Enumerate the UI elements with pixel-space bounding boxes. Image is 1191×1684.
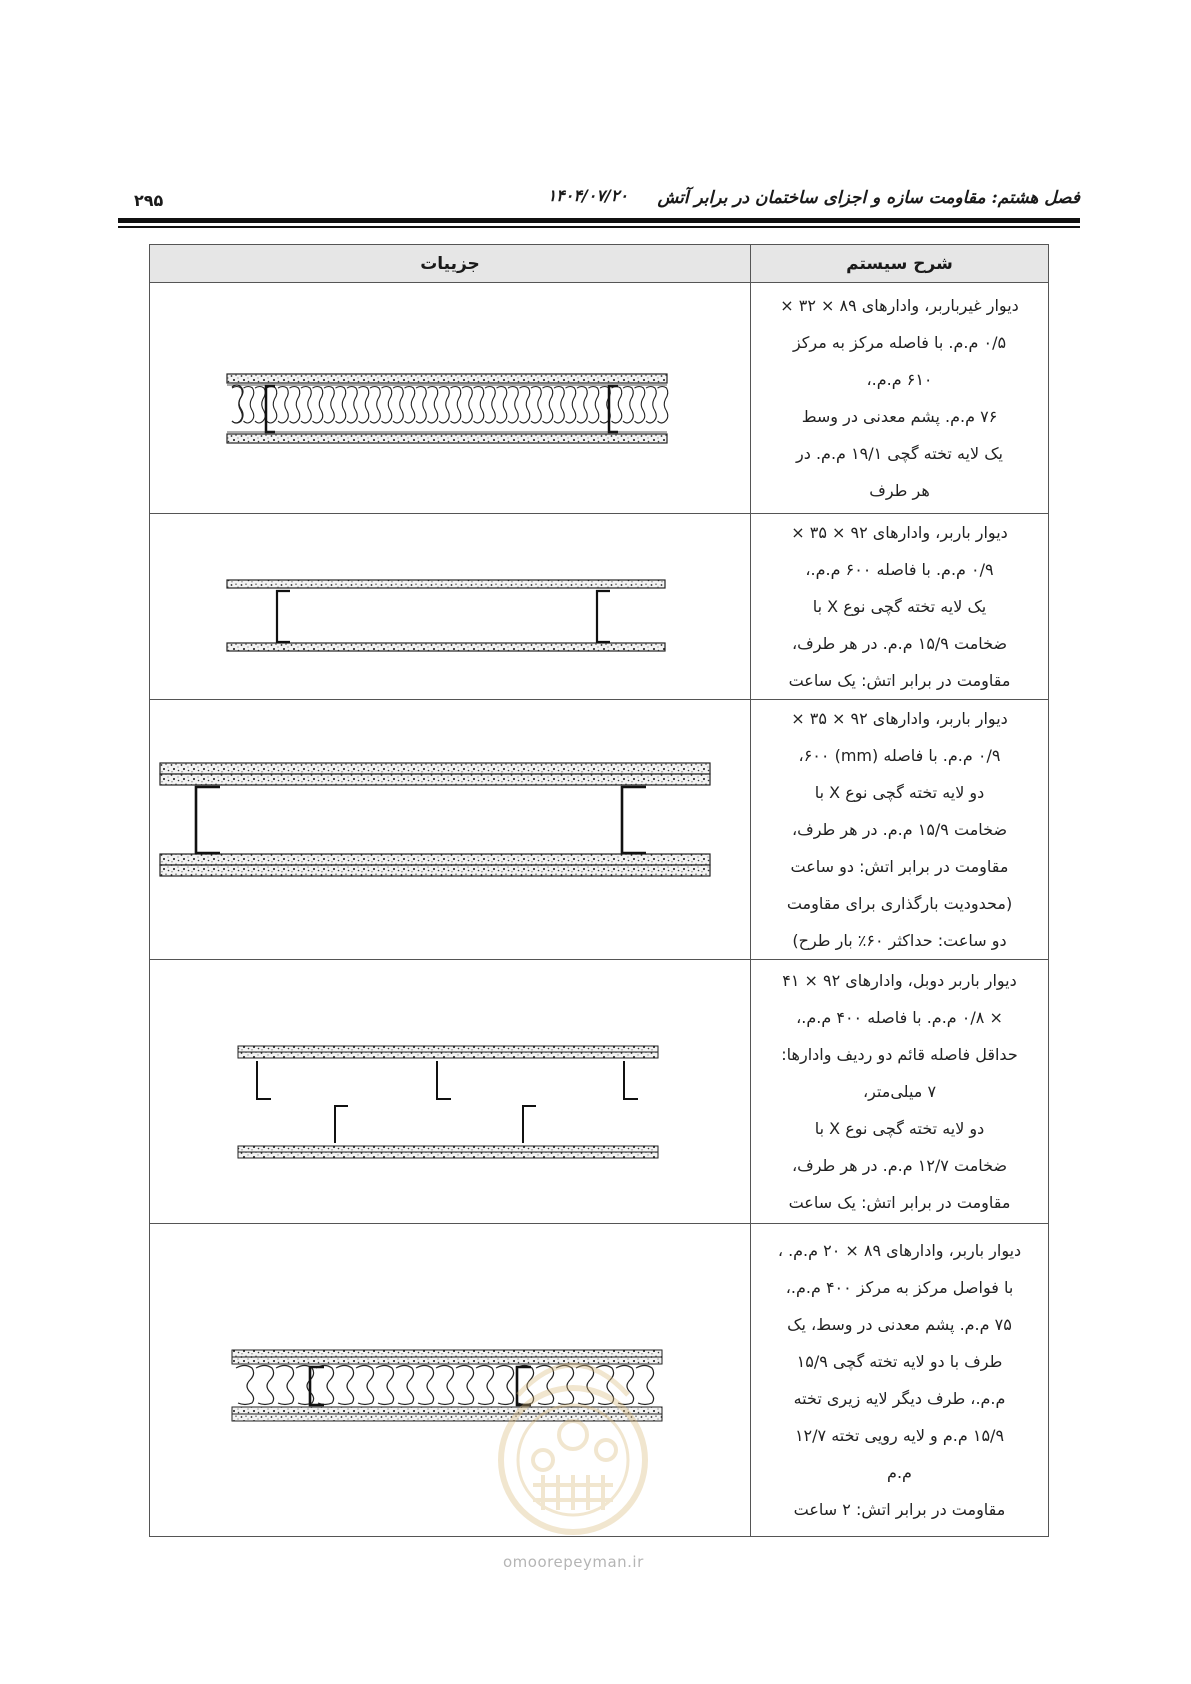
insulation-fiber — [267, 386, 277, 423]
insulation-fiber — [370, 386, 380, 423]
wall-section-drawing-2 — [150, 523, 751, 691]
insulation-fiber — [393, 386, 403, 423]
insulation-fiber — [396, 1365, 414, 1404]
insulation-fiber — [451, 386, 461, 423]
description-line: مقاومت در برابر اتش: یک ساعت — [788, 671, 1011, 690]
system-description — [751, 1224, 1049, 1537]
insulation-fiber — [336, 386, 346, 423]
header-rule-thick — [118, 218, 1080, 223]
system-description — [751, 960, 1049, 1224]
insulation-fiber — [316, 1365, 334, 1404]
table-row — [150, 960, 1049, 1224]
insulation-fiber — [577, 386, 587, 423]
description-line: حداقل فاصله قائم دو ردیف وادارها: — [781, 1045, 1018, 1064]
system-description — [751, 700, 1049, 960]
insulation-fiber — [416, 1365, 434, 1404]
insulation-fiber — [278, 386, 288, 423]
insulation-fiber — [646, 386, 656, 423]
table-row — [150, 283, 1049, 514]
description-line: مقاومت در برابر اتش: ۲ ساعت — [793, 1500, 1006, 1519]
description-line: ۱۵/۹ م.م و لایه رویی تخته ۱۲/۷ — [794, 1426, 1005, 1445]
insulation-fiber — [416, 386, 426, 423]
description-line: ۰/۹ م.م. با فاصله ۶۰۰ م.م.، — [805, 560, 994, 579]
insulation-fiber — [301, 386, 311, 423]
insulation-fiber — [589, 386, 599, 423]
description-line: دیوار باربر، وادارهای ۹۲ × ۳۵ × — [791, 709, 1008, 728]
insulation-fiber — [474, 386, 484, 423]
description-line: (محدودیت بارگذاری برای مقاومت — [786, 894, 1013, 913]
insulation-fiber — [658, 386, 668, 423]
insulation-fiber — [531, 386, 541, 423]
insulation-fiber — [612, 386, 622, 423]
description-line: ۷۵ م.م. پشم معدنی در وسط، یک — [787, 1315, 1012, 1334]
detail-drawing-cell — [150, 960, 751, 1224]
header-rule-thin — [118, 226, 1080, 228]
insulation-fiber — [276, 1365, 294, 1404]
insulation-fiber — [554, 386, 564, 423]
insulation-fiber — [244, 386, 254, 423]
description-line: یک لایه تخته گچی ۱۹/۱ م.م. در — [796, 444, 1003, 463]
description-line: یک لایه تخته گچی نوع X با — [812, 597, 987, 616]
column-header-system: شرح سیستم — [751, 245, 1049, 283]
insulation-fiber — [439, 386, 449, 423]
description-line: دو لایه تخته گچی نوع X با — [814, 1119, 985, 1138]
detail-drawing-cell — [150, 514, 751, 700]
insulation-fiber — [313, 386, 323, 423]
insulation-fiber — [520, 386, 530, 423]
insulation-fiber — [256, 1365, 274, 1404]
insulation-fiber — [232, 386, 242, 423]
description-line: مقاومت در برابر اتش: دو ساعت — [790, 857, 1009, 876]
insulation-fiber — [428, 386, 438, 423]
insulation-fiber — [456, 1365, 474, 1404]
description-line: با فواصل مرکز به مرکز ۴۰۰ م.م.، — [785, 1278, 1014, 1297]
detail-drawing-cell — [150, 283, 751, 514]
insulation-fiber — [324, 386, 334, 423]
table-row — [150, 514, 1049, 700]
detail-drawing-cell — [150, 1224, 751, 1537]
watermark-text: omoorepeyman.ir — [503, 1553, 644, 1571]
insulation-fiber — [376, 1365, 394, 1404]
description-line: ۰/۹ م.م. با فاصله (mm) ۶۰۰، — [798, 746, 1001, 765]
description-line: دیوار باربر دوبل، وادارهای ۹۲ × ۴۱ — [782, 971, 1017, 990]
wall-section-drawing-3 — [150, 703, 751, 957]
insulation-fiber — [566, 386, 576, 423]
description-line: ضخامت ۱۵/۹ م.م. در هر طرف، — [791, 820, 1008, 839]
chapter-title: فصل هشتم: مقاومت سازه و اجزای ساختمان در برابر آتش — [657, 188, 1080, 208]
insulation-fiber — [356, 1365, 374, 1404]
description-line: هر طرف — [869, 481, 930, 500]
description-line: ضخامت ۱۵/۹ م.م. در هر طرف، — [791, 634, 1008, 653]
header-date: ۱۴۰۴/۰۷/۲۰ — [547, 186, 628, 205]
watermark-logo-icon — [488, 1300, 658, 1550]
description-line: × ۰/۸ م.م. با فاصله ۴۰۰ م.م.، — [796, 1008, 1003, 1027]
insulation-fiber — [436, 1365, 454, 1404]
description-line: دیوار باربر، وادارهای ۹۲ × ۳۵ × — [791, 523, 1008, 542]
description-line: ۷۶ م.م. پشم معدنی در وسط — [801, 407, 998, 426]
insulation-fiber — [347, 386, 357, 423]
insulation-fiber — [290, 386, 300, 423]
description-line: ضخامت ۱۲/۷ م.م. در هر طرف، — [791, 1156, 1008, 1175]
wall-section-drawing-1 — [150, 284, 751, 513]
description-line: ۷ میلی‌متر، — [862, 1082, 937, 1101]
table-header-row — [150, 245, 1049, 283]
page-header — [118, 183, 1080, 213]
insulation-fiber — [382, 386, 392, 423]
description-line: ۶۱۰ م.م.، — [866, 370, 933, 389]
insulation-fiber — [236, 1365, 254, 1404]
insulation-fiber — [623, 386, 633, 423]
system-description — [751, 283, 1049, 514]
insulation-fiber — [508, 386, 518, 423]
insulation-fiber — [485, 386, 495, 423]
insulation-fiber — [635, 386, 645, 423]
column-header-details: جزییات — [150, 245, 751, 283]
wall-section-drawing-5 — [150, 1225, 751, 1536]
table-row — [150, 700, 1049, 960]
page-number: ۲۹۵ — [134, 191, 164, 210]
description-line: دیوار باربر، وادارهای ۸۹ × ۲۰ م.م. ، — [777, 1241, 1022, 1260]
description-line: م.م.، طرف دیگر لایه زیری تخته — [793, 1389, 1006, 1408]
insulation-fiber — [497, 386, 507, 423]
insulation-fiber — [255, 386, 265, 423]
description-line: طرف با دو لایه تخته گچی ۱۵/۹ — [796, 1352, 1003, 1371]
description-line: دو لایه تخته گچی نوع X با — [814, 783, 985, 802]
wall-section-drawing-4 — [150, 961, 751, 1223]
description-line: ۰/۵ م.م. با فاصله مرکز به مرکز — [792, 333, 1007, 352]
description-line: م.م — [887, 1463, 912, 1482]
description-line: دیوار غیرباربر، وادارهای ۸۹ × ۳۲ × — [780, 296, 1019, 315]
insulation-fiber — [359, 386, 369, 423]
insulation-fiber — [462, 386, 472, 423]
system-description — [751, 514, 1049, 700]
insulation-fiber — [543, 386, 553, 423]
insulation-fiber — [336, 1365, 354, 1404]
description-line: مقاومت در برابر اتش: یک ساعت — [788, 1193, 1011, 1212]
detail-drawing-cell — [150, 700, 751, 960]
insulation-fiber — [405, 386, 415, 423]
description-line: دو ساعت: حداکثر ۶۰٪ بار طرح) — [792, 931, 1007, 950]
